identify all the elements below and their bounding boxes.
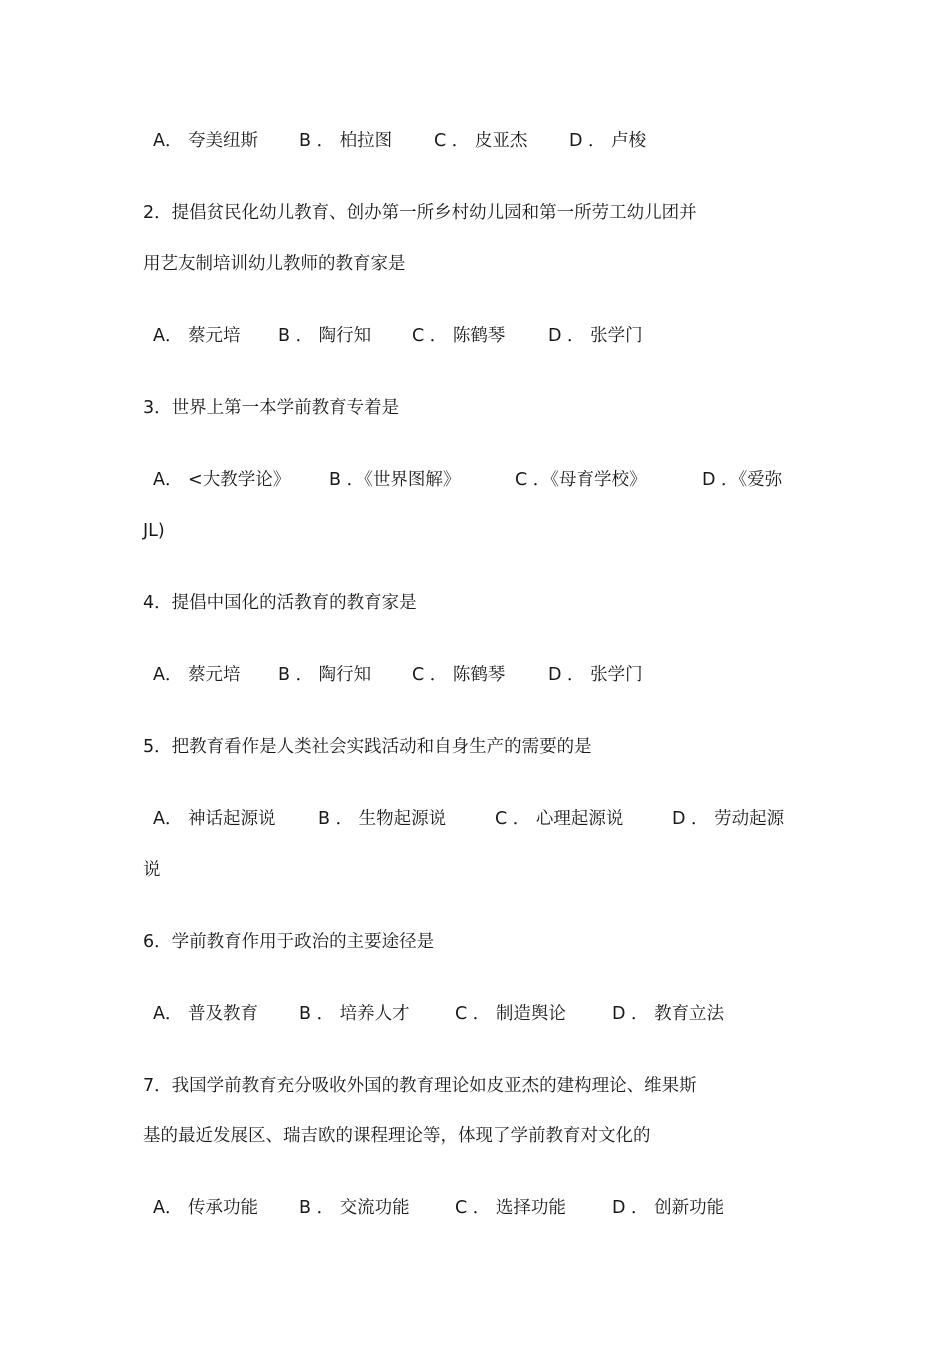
q3-stem: 3．世界上第一本学前教育专着是 xyxy=(143,398,400,418)
q6-option-d: D ． 教育立法 xyxy=(612,1004,725,1024)
q2-option-a: A． 蔡元培 xyxy=(153,326,241,346)
q4-option-a: A． 蔡元培 xyxy=(153,665,241,685)
q3-option-b: B ．《世界图解》 xyxy=(329,470,461,490)
q4-option-c: C ． 陈鹤琴 xyxy=(412,665,506,685)
q1-option-d: D ． 卢梭 xyxy=(569,131,647,151)
q1-option-c: C ． 皮亚杰 xyxy=(434,131,528,151)
q7-option-b: B ． 交流功能 xyxy=(299,1198,410,1218)
q7-option-c: C ． 选择功能 xyxy=(455,1198,566,1218)
q5-option-d-continuation: 说 xyxy=(143,860,161,880)
q2-option-d: D ． 张学门 xyxy=(548,326,643,346)
q2-stem-line2: 用艺友制培训幼儿教师的教育家是 xyxy=(143,254,406,274)
q2-stem-line1: 2．提倡贫民化幼儿教育、创办第一所乡村幼儿园和第一所劳工幼儿团并 xyxy=(143,203,697,223)
q7-option-a: A． 传承功能 xyxy=(153,1198,259,1218)
q6-option-c: C ． 制造舆论 xyxy=(455,1004,566,1024)
q6-stem: 6．学前教育作用于政治的主要途径是 xyxy=(143,932,435,952)
q5-option-a: A． 神话起源说 xyxy=(153,809,276,829)
q2-option-b: B ． 陶行知 xyxy=(278,326,372,346)
q5-option-b: B ． 生物起源说 xyxy=(318,809,447,829)
q6-option-a: A． 普及教育 xyxy=(153,1004,259,1024)
q2-option-c: C ． 陈鹤琴 xyxy=(412,326,506,346)
q3-option-a: A． <大教学论》 xyxy=(153,470,291,490)
q1-option-a: A． 夸美纽斯 xyxy=(153,131,259,151)
q7-stem-line2: 基的最近发展区、瑞吉欧的课程理论等，体现了学前教育对文化的 xyxy=(143,1126,651,1146)
q7-option-d: D ． 创新功能 xyxy=(612,1198,725,1218)
q5-stem: 5．把教育看作是人类社会实践活动和自身生产的需要的是 xyxy=(143,737,592,757)
q3-option-c: C ．《母育学校》 xyxy=(515,470,647,490)
q1-option-b: B ． 柏拉图 xyxy=(299,131,393,151)
q7-stem-line1: 7．我国学前教育充分吸收外国的教育理论如皮亚杰的建构理论、维果斯 xyxy=(143,1076,697,1096)
q5-option-d: D ． 劳动起源 xyxy=(672,809,785,829)
q5-option-c: C ． 心理起源说 xyxy=(495,809,624,829)
q4-stem: 4．提倡中国化的活教育的教育家是 xyxy=(143,593,417,613)
q4-option-b: B ． 陶行知 xyxy=(278,665,372,685)
q4-option-d: D ． 张学门 xyxy=(548,665,643,685)
q6-option-b: B ． 培养人才 xyxy=(299,1004,410,1024)
q3-option-d-continuation: JL) xyxy=(143,521,165,541)
q3-option-d: D ．《爱弥 xyxy=(702,470,783,490)
